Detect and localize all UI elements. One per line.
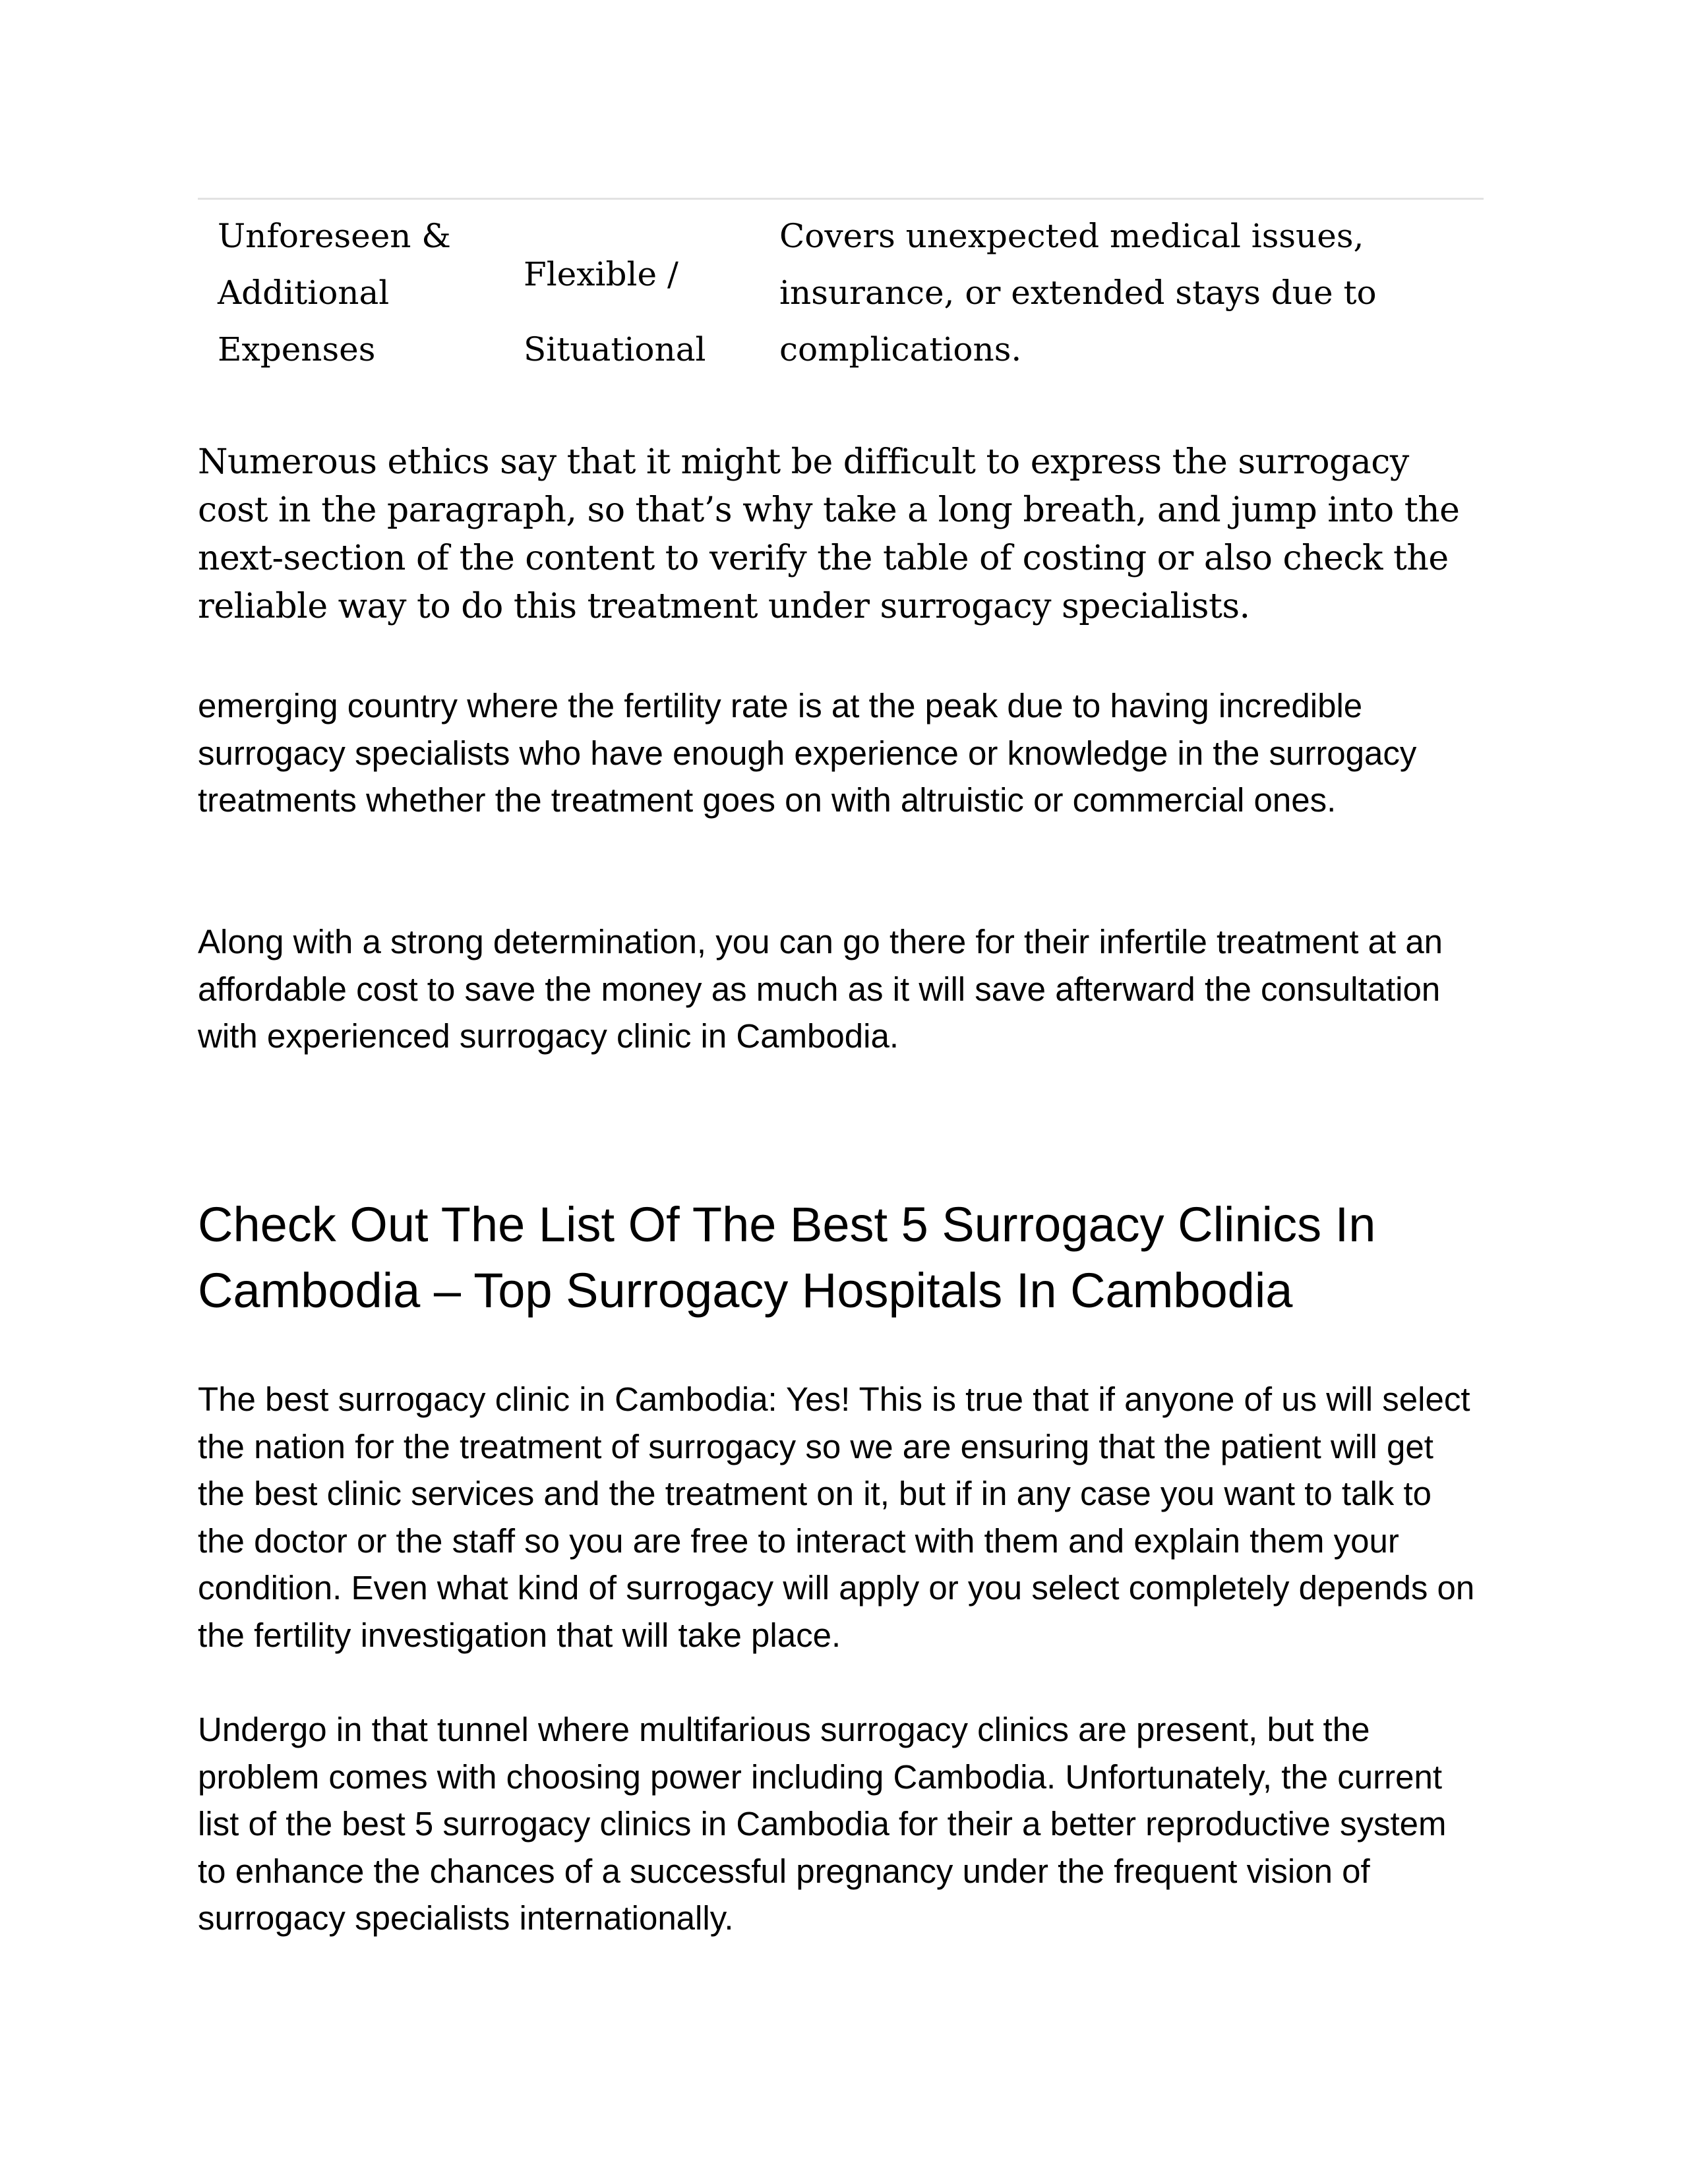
section-heading: Check Out The List Of The Best 5 Surrogacy Clinics In Cambodia – Top Surrogacy Hospitals In Cambodia <box>198 1197 1376 1318</box>
paragraph-best-clinic: The best surrogacy clinic in Cambodia: Yes! This is true that if anyone of us will select the nation for the treatment of surrogacy so we are ensuring that the patient will get the best clinic services and the treatment on it, but if in any case you want to talk to the doctor or the staff so you are free to interact with them and explain them your condition. Even what kind of surrogacy will apply or you select completely depends on the fertility investigation that will take place. <box>198 1380 1475 1654</box>
table-cell-category: Unforeseen & Additional Expenses <box>218 217 451 369</box>
paragraph-determination: Along with a strong determination, you can go there for their infertile treatment at an affordable cost to save the money as much as it will save afterward the consultation with experienced surrogacy clinic in Cambodia. <box>198 923 1443 1055</box>
table-cell-cost: Flexible / Situational <box>524 255 706 369</box>
cost-table <box>198 200 1484 391</box>
paragraph-emerging-country: emerging country where the fertility rate is at the peak due to having incredible surrogacy specialists who have enough experience or knowledge in the surrogacy treatments whether the treatment goes on with altruistic or commercial ones. <box>198 687 1417 819</box>
paragraph-ethics: Numerous ethics say that it might be difficult to express the surrogacy cost in the paragraph, so that’s why take a long breath, and jump into the next-section of the content to verify the table of costing or also check the reliable way to do this treatment under surrogacy specialists. <box>198 442 1460 626</box>
table-cell-description: Covers unexpected medical issues, insurance, or extended stays due to complications. <box>779 217 1377 369</box>
paragraph-tunnel: Undergo in that tunnel where multifarious surrogacy clinics are present, but the problem comes with choosing power including Cambodia. Unfortunately, the current list of the best 5 surrogacy clinics in Cambodia for their a better reproductive system to enhance the chances of a successful pregnancy under the frequent vision of surrogacy specialists internationally. <box>198 1711 1447 1937</box>
